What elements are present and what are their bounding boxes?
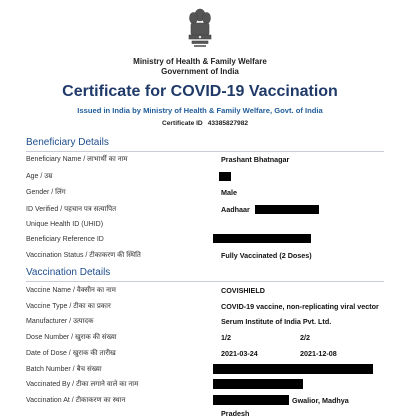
- field-label: Gender / लिंग: [26, 189, 66, 196]
- ministry-name: Ministry of Health & Family Welfare: [133, 57, 267, 66]
- redaction-bar: [213, 364, 373, 374]
- id-verified-row: [0, 205, 400, 216]
- vaccination-status-value: Fully Vaccinated (2 Doses): [221, 251, 312, 260]
- government-name: Government of India: [161, 67, 239, 76]
- beneficiary-name-value: Prashant Bhatnagar: [221, 155, 290, 164]
- vaccination-place-value: Gwalior, Madhya: [292, 396, 349, 405]
- redaction-bar: [213, 379, 303, 389]
- certificate-id: [162, 120, 248, 127]
- vaccination-at-row: [0, 396, 400, 407]
- certificate-title: Certificate for COVID-19 Vaccination: [62, 83, 338, 100]
- field-label: Vaccine Type / टीका का प्रकार: [26, 303, 111, 310]
- date-of-dose-row: [0, 349, 400, 360]
- field-label: Vaccination At / टीकाकरण का स्थान: [26, 397, 126, 404]
- issued-by-text: Issued in India by Ministry of Health & Family Welfare, Govt. of India: [77, 106, 323, 115]
- redaction-bar: [255, 205, 319, 214]
- vaccine-type-row: [0, 302, 400, 313]
- field-label: ID Verified / पहचान पत्र सत्यापित: [26, 206, 117, 213]
- vaccination-status-row: [0, 251, 400, 262]
- uhid-row: [0, 221, 400, 232]
- field-label: Vaccine Name / वैक्सीन का नाम: [26, 287, 116, 294]
- gender-value: Male: [221, 188, 237, 197]
- field-label: Dose Number / खुराक की संख्या: [26, 334, 117, 341]
- reference-id-row: [0, 236, 400, 247]
- dose-number-row: [0, 333, 400, 344]
- vaccine-name-value: COVISHIELD: [221, 286, 265, 295]
- vaccine-type-value: COVID-19 vaccine, non-replicating viral vector: [221, 302, 379, 311]
- age-row: [0, 172, 400, 183]
- redaction-bar: [213, 395, 289, 405]
- section-divider: [26, 281, 384, 282]
- vaccination-section-title: Vaccination Details: [26, 267, 111, 278]
- field-label: Unique Health ID (UHID): [26, 221, 104, 228]
- vaccine-name-row: [0, 286, 400, 297]
- manufacturer-value: Serum Institute of India Pvt. Ltd.: [221, 317, 332, 326]
- date-of-dose-first: 2021-03-24: [221, 349, 258, 358]
- field-label: Beneficiary Name / लाभार्थी का नाम: [26, 156, 128, 163]
- field-label: Vaccinated By / टीका लगाने वाले का नाम: [26, 381, 139, 388]
- vaccination-place-continued: Pradesh: [221, 409, 250, 418]
- field-label: Beneficiary Reference ID: [26, 236, 104, 243]
- gender-row: [0, 188, 400, 199]
- redaction-bar: [219, 172, 231, 181]
- field-label: Manufacturer / उत्पादक: [26, 318, 94, 325]
- dose-number-second: 2/2: [300, 333, 310, 342]
- beneficiary-name-row: [0, 155, 400, 166]
- field-label: Batch Number / बैच संख्या: [26, 366, 102, 373]
- manufacturer-row: [0, 317, 400, 328]
- date-of-dose-second: 2021-12-08: [300, 349, 337, 358]
- national-emblem-icon: [186, 6, 214, 50]
- field-label: Vaccination Status / टीकाकरण की स्थिति: [26, 252, 141, 259]
- certificate-id-value: 43385827982: [207, 120, 249, 127]
- id-verified-value: Aadhaar: [221, 205, 250, 214]
- vaccination-at-continuation: [0, 409, 400, 420]
- field-label: Age / उम्र: [26, 173, 53, 180]
- certificate-id-label: Certificate ID: [162, 120, 203, 127]
- beneficiary-section-title: Beneficiary Details: [26, 137, 109, 148]
- field-label: Date of Dose / खुराक की तारीख: [26, 350, 116, 357]
- vaccinated-by-row: [0, 380, 400, 391]
- redaction-bar: [213, 234, 311, 243]
- section-divider: [26, 151, 384, 152]
- dose-number-first: 1/2: [221, 333, 231, 342]
- batch-number-row: [0, 365, 400, 376]
